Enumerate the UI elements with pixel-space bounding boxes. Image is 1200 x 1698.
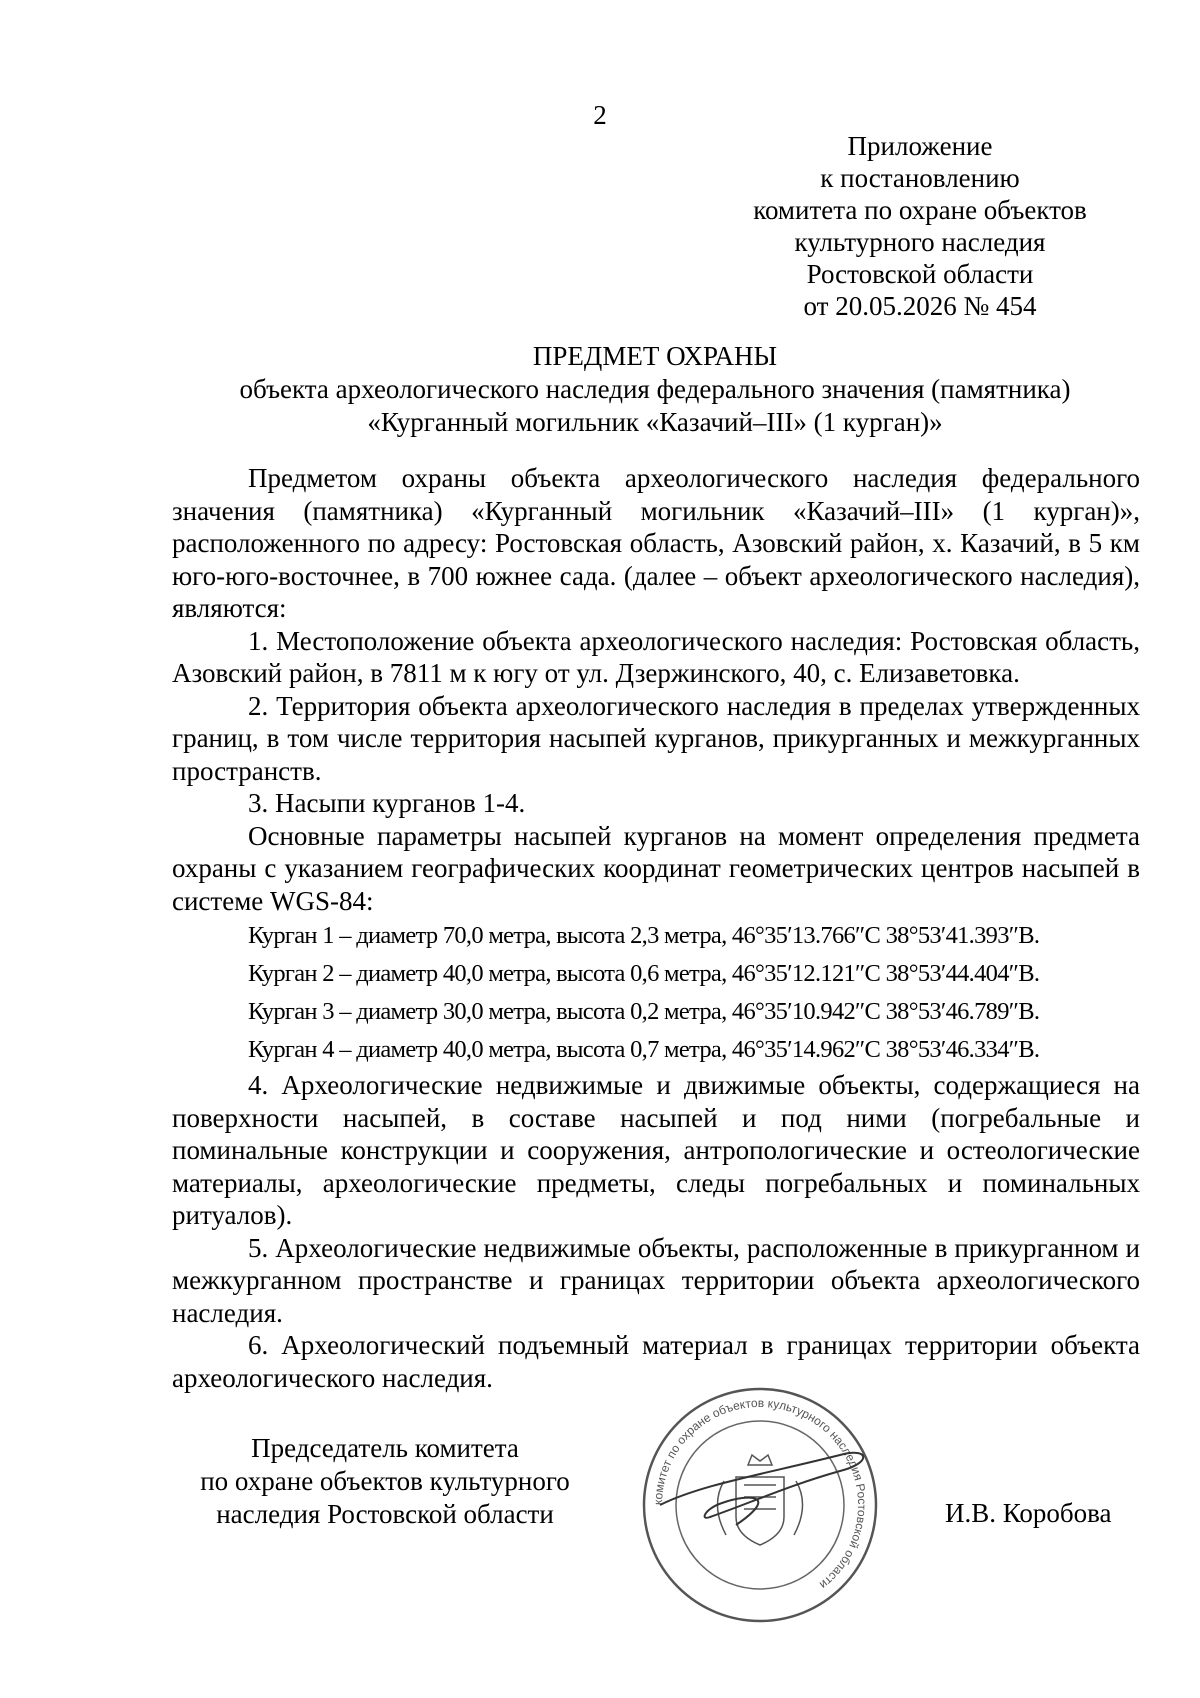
appendix-line: к постановлению — [820, 163, 1020, 193]
kurgan-line-3: Курган 3 – диаметр 30,0 метра, высота 0,2 метра, 46°35′10.942″С 38°53′46.789″В. — [248, 998, 1040, 1025]
kurgan-line-2: Курган 2 – диаметр 40,0 метра, высота 0,6 метра, 46°35′12.121″С 38°53′44.404″В. — [248, 960, 1040, 987]
appendix-line: Ростовской области — [806, 259, 1034, 289]
item-1: 1. Местоположение объекта археологического наследия: Ростовская область, Азовский район, в 7811 м к югу от ул. Дзержинского, 40, с. Елизаветовка. — [172, 625, 1140, 688]
params-paragraph: Основные параметры насыпей курганов на момент определения предмета охраны с указанием географических координат геометрических центров насыпей в системе WGS-84: — [172, 820, 1140, 916]
appendix-line: комитета по охране объектов — [753, 195, 1087, 225]
appendix-line: культурного наследия — [794, 227, 1046, 257]
seal-outer-ring — [644, 1389, 876, 1621]
title-line: объекта археологического наследия федерального значения (памятника) — [239, 374, 1071, 404]
item-6: 6. Археологический подъемный материал в границах территории объекта археологического наследия. — [172, 1330, 1140, 1393]
kurgan-line-1: Курган 1 – диаметр 70,0 метра, высота 2,3 метра, 46°35′13.766″С 38°53′41.393″В. — [248, 922, 1040, 949]
title-heading: ПРЕДМЕТ ОХРАНЫ — [532, 341, 778, 371]
document-body — [172, 462, 1140, 1394]
signatory-name: И.В. Коробова — [945, 1498, 1112, 1528]
document-title — [170, 340, 1140, 439]
appendix-line: от 20.05.2026 № 454 — [803, 291, 1037, 321]
seal-lettering: комитет по охране объектов культурного наследия Ростовской области — [650, 1395, 870, 1593]
appendix-header — [720, 130, 1120, 322]
signature-position-line: Председатель комитета — [251, 1433, 519, 1463]
signature-position-line: наследия Ростовской области — [216, 1499, 554, 1529]
item-4: 4. Археологические недвижимые и движимые объекты, содержащиеся на поверхности насыпей, в составе насыпей и под ними (погребальные и поминальные конструкции и сооружения, антропологические и остеологические материалы, археологические предметы, следы погребальных и поминальных ритуалов). — [172, 1070, 1140, 1230]
appendix-line: Приложение — [847, 131, 993, 161]
seal-inner-ring — [676, 1421, 844, 1589]
item-2: 2. Территория объекта археологического наследия в пределах утвержденных границ, в том числе территория насыпей курганов, прикурганных и межкурганных пространств. — [172, 690, 1140, 786]
item-3: 3. Насыпи курганов 1-4. — [248, 788, 526, 818]
item-5: 5. Археологические недвижимые объекты, расположенные в прикурганном и межкурганном пространстве и границах территории объекта археологического наследия. — [172, 1232, 1140, 1328]
intro-paragraph: Предметом охраны объекта археологического наследия федерального значения (памятника) «Курганный могильник «Казачий–III» (1 курган)», расположенного по адресу: Ростовская область, Азовский район, х. Казачий, в 5 км юго-юго-восточнее, в 700 южнее сада. (далее – объект археологического наследия), являются: — [172, 463, 1140, 623]
official-seal — [640, 1385, 880, 1625]
page-number: 2 — [593, 100, 607, 130]
kurgan-line-4: Курган 4 – диаметр 40,0 метра, высота 0,7 метра, 46°35′14.962″С 38°53′46.334″В. — [248, 1036, 1040, 1063]
title-line: «Курганный могильник «Казачий–III» (1 курган)» — [367, 407, 943, 437]
signature-position-line: по охране объектов культурного — [200, 1466, 570, 1496]
signature-position — [150, 1432, 620, 1531]
